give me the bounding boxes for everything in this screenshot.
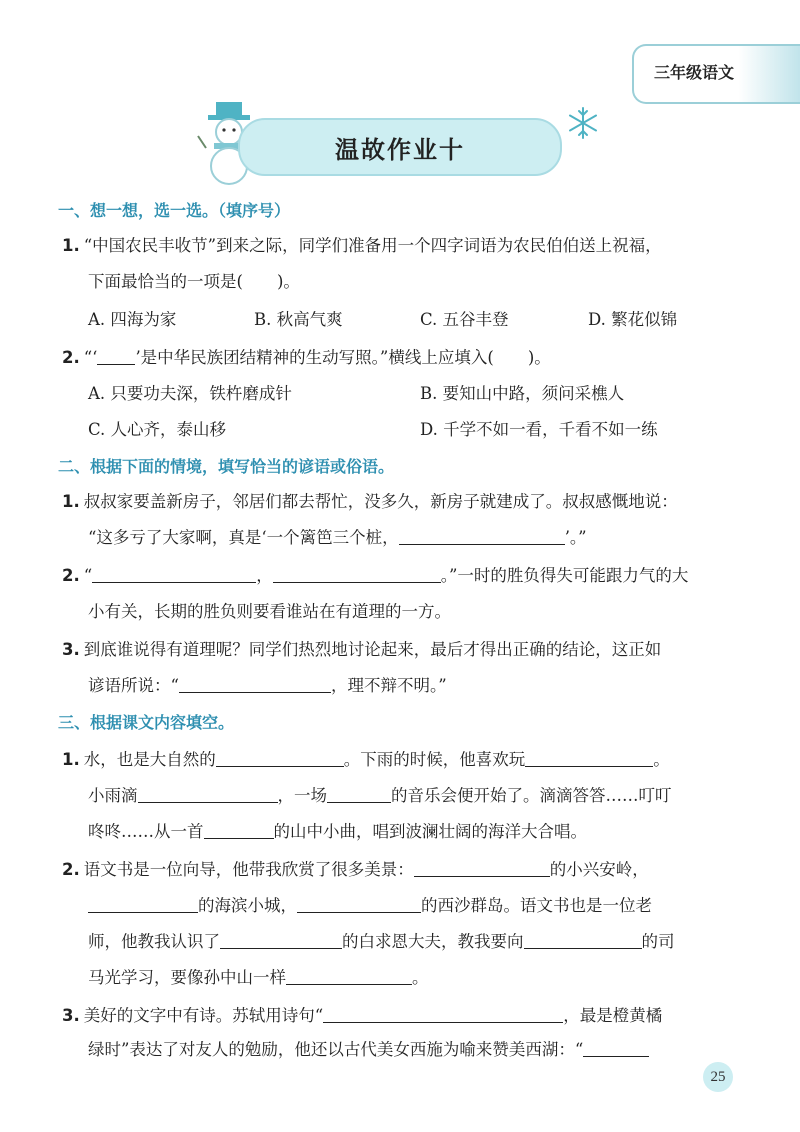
page-title: 温故作业十 — [335, 136, 465, 164]
s1-q2-option-a: A. 只要功夫深，铁杵磨成针 — [88, 384, 292, 403]
question-number: 1. — [62, 492, 80, 511]
question-text: “ — [83, 566, 93, 585]
question-text: 的白求恩大夫，教我要向 — [342, 932, 524, 951]
s1-q1-option-d: D. 繁花似锦 — [588, 310, 678, 329]
s1-q2-option-c: C. 人心齐，泰山移 — [88, 420, 227, 439]
section-heading-1: 一、想一想，选一选。（填序号） — [58, 201, 291, 220]
answer-blank[interactable] — [327, 788, 391, 803]
answer-blank[interactable] — [216, 752, 344, 767]
section-heading-3: 三、根据课文内容填空。 — [58, 713, 235, 732]
s3-q2-line1 — [62, 856, 649, 880]
answer-blank[interactable] — [297, 898, 421, 913]
s1-q1-option-b: B. 秋高气爽 — [254, 310, 343, 329]
question-text: 的海滨小城， — [198, 896, 297, 915]
question-text: ’。” — [564, 528, 587, 547]
question-text: 语文书是一位向导，他带我欣赏了很多美景： — [83, 860, 414, 879]
s3-q3-line2 — [88, 1036, 649, 1060]
question-text: 。”一时的胜负得失可能跟力气的大 — [440, 566, 689, 585]
answer-blank[interactable] — [524, 934, 642, 949]
question-text: 。 — [653, 750, 670, 769]
answer-blank[interactable] — [525, 752, 653, 767]
title-banner — [238, 118, 562, 176]
s2-q1-line1 — [62, 488, 678, 512]
question-text: 水，也是大自然的 — [83, 750, 216, 769]
answer-blank[interactable] — [273, 568, 441, 583]
s1-q2-option-b: B. 要知山中路，须问采樵人 — [420, 384, 625, 403]
s2-q1-line2 — [88, 524, 587, 548]
question-text: )。 — [527, 348, 551, 367]
answer-blank[interactable] — [97, 350, 135, 365]
question-text: “‘ — [83, 348, 98, 367]
question-text: 小雨滴 — [88, 786, 138, 805]
question-text: 师，他教我认识了 — [88, 932, 220, 951]
question-text: 的山中小曲，唱到波澜壮阔的海洋大合唱。 — [273, 822, 587, 841]
question-text: ’是中华民族团结精神的生动写照。”横线上应填入( — [135, 348, 494, 367]
answer-blank[interactable] — [88, 898, 198, 913]
s3-q1-line1 — [62, 746, 670, 770]
question-text: 。 — [412, 968, 429, 987]
s3-q2-line2 — [88, 892, 652, 916]
question-text: 的司 — [641, 932, 675, 951]
section-heading-2: 二、根据下面的情境，填写恰当的谚语或俗语。 — [58, 457, 395, 476]
s1-q2-option-d: D. 千学不如一看，千看不如一练 — [420, 420, 658, 439]
s2-q3-line2 — [88, 672, 447, 696]
answer-blank[interactable] — [138, 788, 278, 803]
question-text: 下面最恰当的一项是( — [88, 272, 243, 291]
question-text: 咚咚……从一首 — [88, 822, 204, 841]
s3-q2-line4 — [88, 964, 429, 988]
answer-blank[interactable] — [414, 862, 550, 877]
s1-q1-option-a: A. 四海为家 — [88, 310, 177, 329]
question-number: 1. — [62, 750, 80, 769]
s3-q1-line3 — [88, 818, 587, 842]
question-text: 的西沙群岛。语文书也是一位老 — [421, 896, 652, 915]
question-text: “这多亏了大家啊，真是‘一个篱笆三个桩， — [88, 528, 399, 547]
answer-blank[interactable] — [583, 1042, 649, 1057]
question-number: 3. — [62, 640, 80, 659]
s3-q1-line2 — [88, 782, 672, 806]
s1-q1-line1 — [62, 232, 662, 256]
question-text: ， — [256, 566, 273, 585]
s2-q2-line1 — [62, 562, 688, 586]
question-text: 的音乐会便开始了。滴滴答答……叮叮 — [391, 786, 672, 805]
question-number: 2. — [62, 566, 80, 585]
question-number: 2. — [62, 348, 80, 367]
question-text: 谚语所说：“ — [88, 676, 179, 695]
grade-tab — [632, 44, 800, 104]
question-number: 2. — [62, 860, 80, 879]
question-text: 到底谁说得有道理呢？同学们热烈地讨论起来，最后才得出正确的结论，这正如 — [83, 640, 662, 659]
question-text: ，一场 — [277, 786, 327, 805]
answer-blank[interactable] — [286, 970, 412, 985]
s1-q2-line1 — [62, 344, 551, 368]
answer-blank[interactable] — [220, 934, 342, 949]
question-number: 1. — [62, 236, 80, 255]
answer-blank[interactable] — [179, 678, 331, 693]
s2-q2-line2: 小有关，长期的胜负则要看谁站在有道理的一方。 — [88, 602, 451, 621]
page-number: 25 — [703, 1062, 733, 1092]
question-number: 3. — [62, 1006, 80, 1025]
s1-q1-line2 — [88, 268, 300, 292]
question-text: ，理不辩不明。” — [330, 676, 447, 695]
s1-q1-option-c: C. 五谷丰登 — [420, 310, 509, 329]
question-text: )。 — [276, 272, 300, 291]
question-text: 马光学习，要像孙中山一样 — [88, 968, 286, 987]
s2-q3-line1 — [62, 636, 661, 660]
answer-blank[interactable] — [92, 568, 256, 583]
question-text: 美好的文字中有诗。苏轼用诗句“ — [83, 1006, 324, 1025]
question-text: 叔叔家要盖新房子，邻居们都去帮忙，没多久，新房子就建成了。叔叔感慨地说： — [83, 492, 678, 511]
s3-q2-line3 — [88, 928, 675, 952]
answer-blank[interactable] — [204, 824, 274, 839]
question-text: “中国农民丰收节”到来之际，同学们准备用一个四字词语为农民伯伯送上祝福， — [83, 236, 662, 255]
snowflake-icon — [566, 106, 600, 140]
grade-label: 三年级语文 — [654, 63, 735, 82]
answer-blank[interactable] — [323, 1008, 563, 1023]
answer-blank[interactable] — [399, 530, 565, 545]
question-text: 的小兴安岭， — [549, 860, 649, 879]
question-text: 绿时”表达了对友人的勉励，他还以古代美女西施为喻来赞美西湖：“ — [88, 1040, 584, 1059]
s3-q3-line1 — [62, 1002, 662, 1026]
question-text: 。下雨的时候，他喜欢玩 — [343, 750, 526, 769]
question-text: ，最是橙黄橘 — [563, 1006, 663, 1025]
